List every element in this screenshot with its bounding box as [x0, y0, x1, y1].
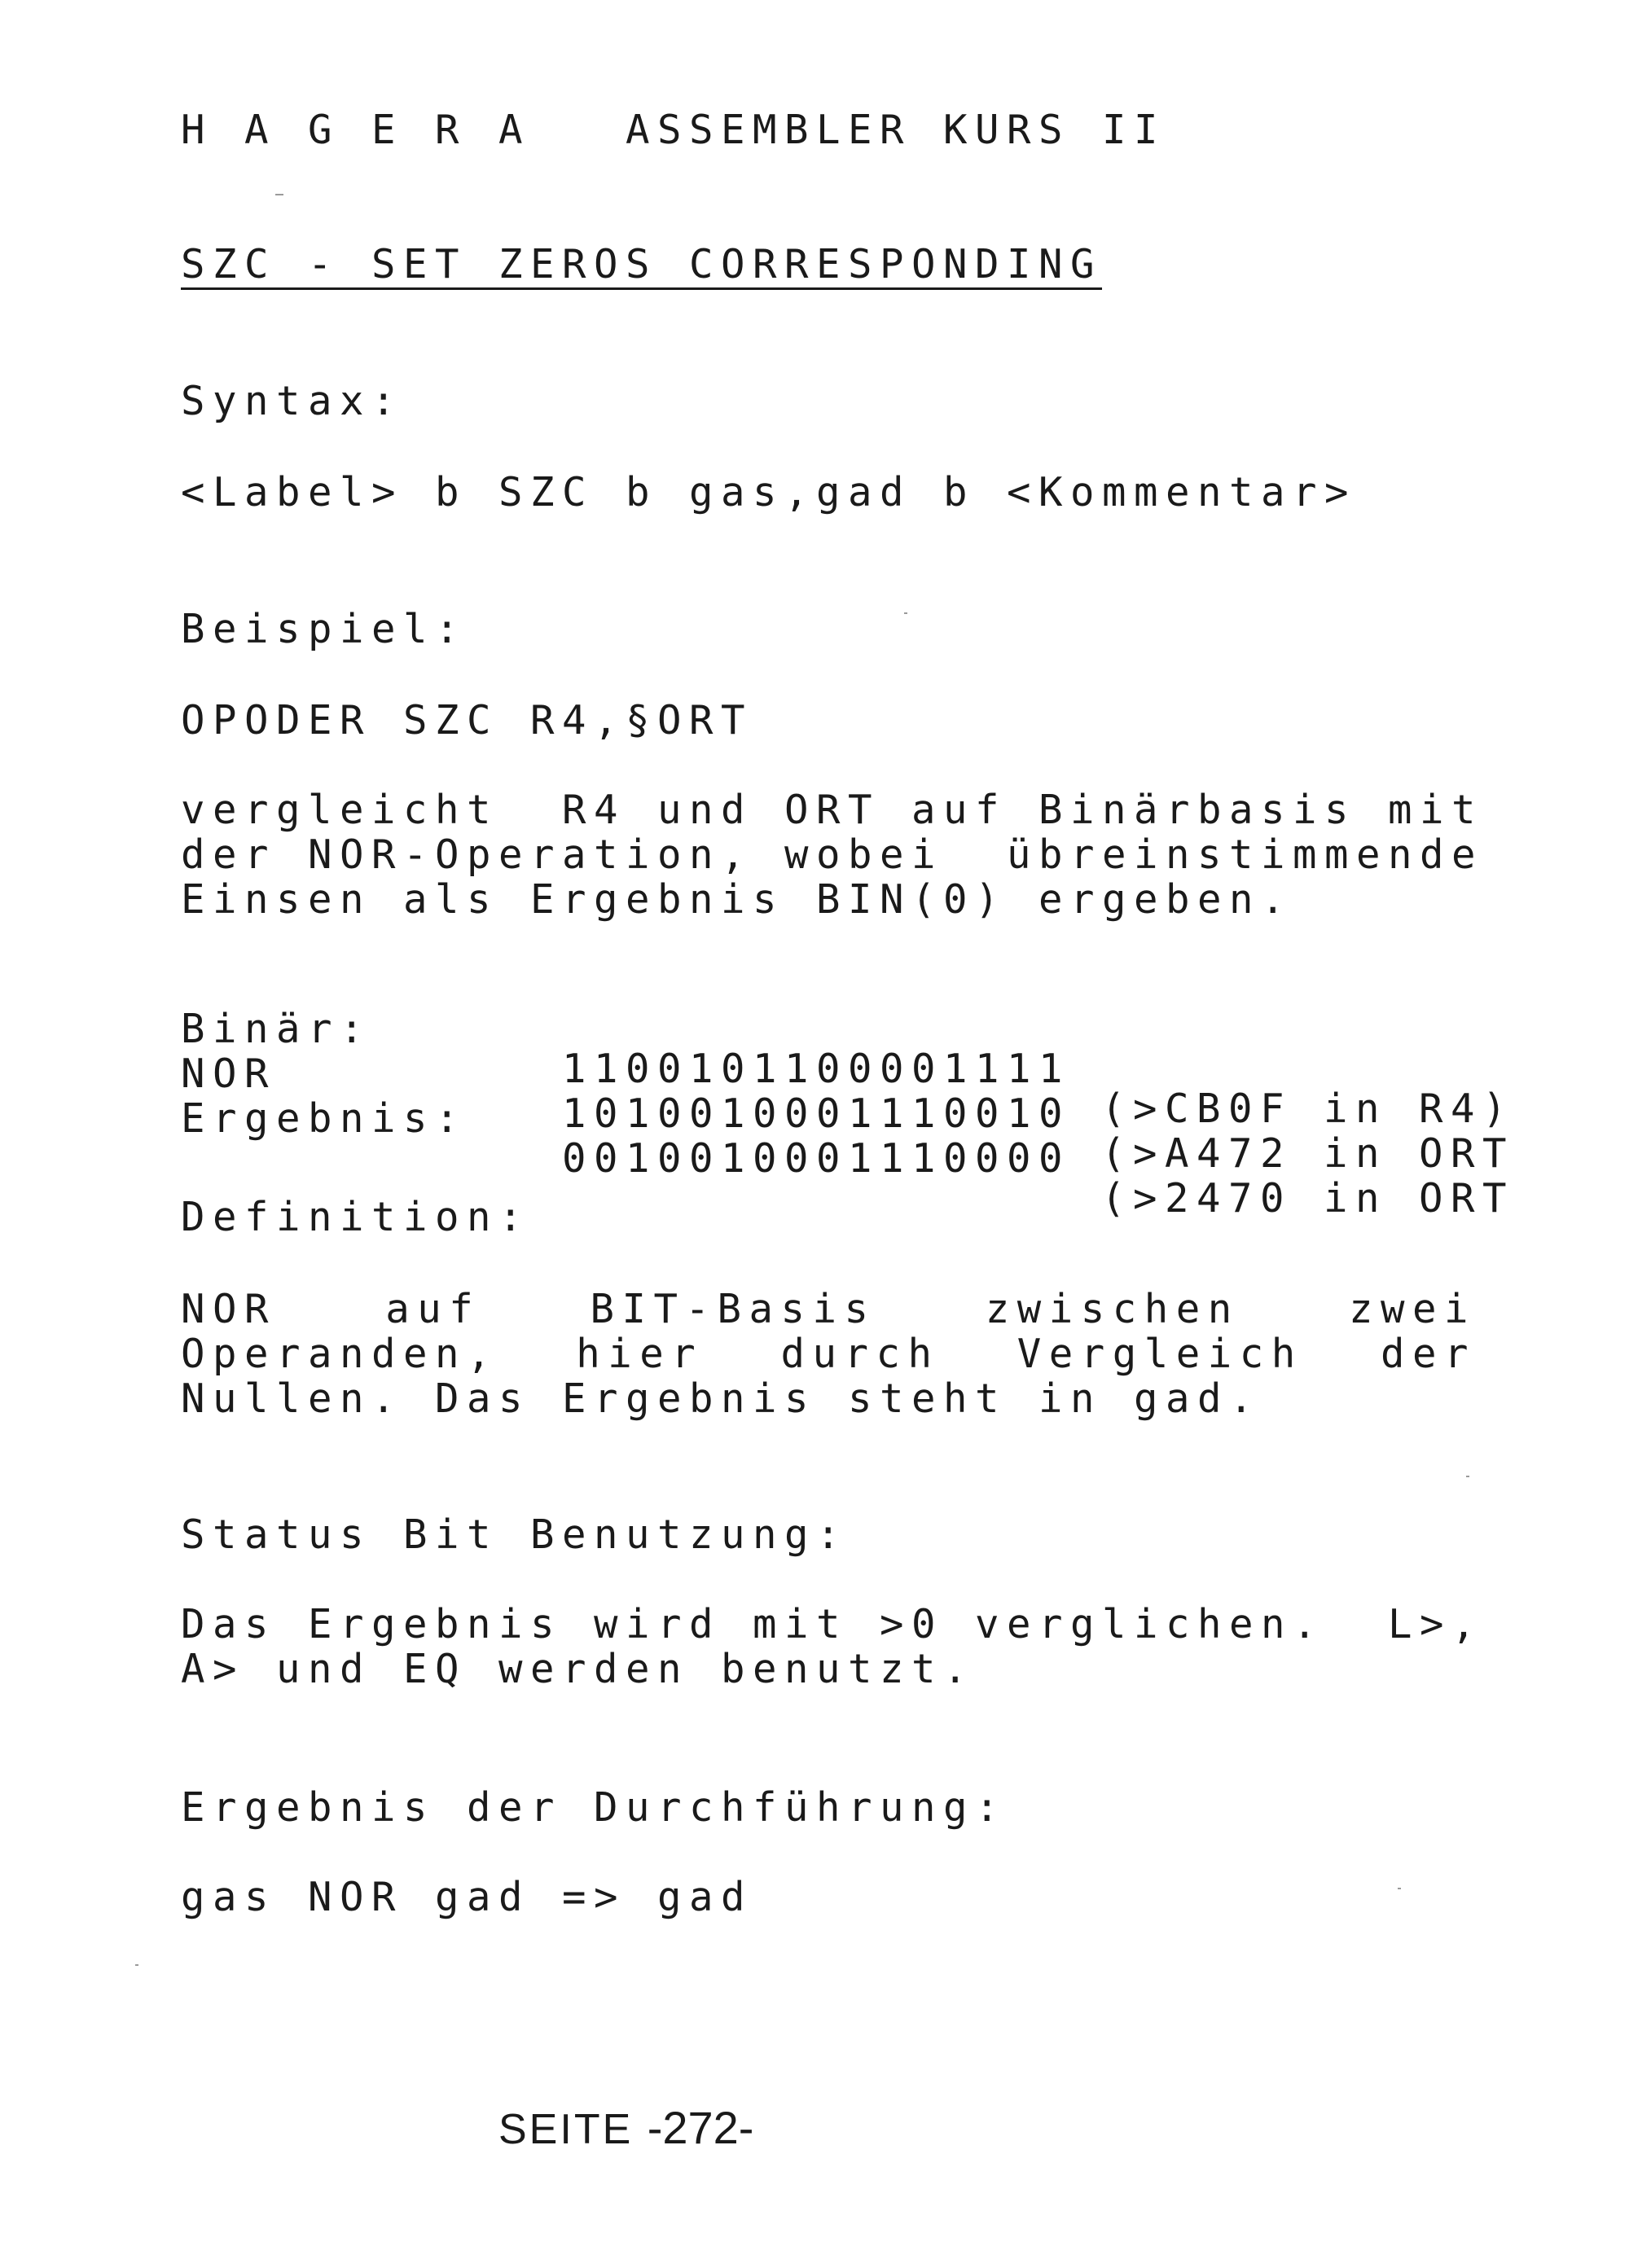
scan-speck: [904, 612, 907, 614]
status-line: A> und EQ werden benutzt.: [181, 1646, 976, 1692]
binary-row-value: 0010010001110000: [562, 1135, 1071, 1182]
section-title: SZC - SET ZEROS CORRESPONDING: [181, 241, 1103, 287]
status-heading: Status Bit Benutzung:: [181, 1511, 849, 1558]
example-description-line: Einsen als Ergebnis BIN(0) ergeben.: [181, 876, 1293, 923]
syntax-heading: Syntax:: [181, 378, 404, 424]
binary-row-label: NOR: [181, 1051, 277, 1097]
binary-row-note: (>2470 in ORT: [1101, 1175, 1515, 1222]
page-label: SEITE: [498, 2106, 648, 2153]
document-title: H A G E R A ASSEMBLER KURS II: [181, 107, 1166, 153]
binary-row-note: (>CB0F in R4): [1101, 1086, 1515, 1132]
binary-row-value: 1100101100001111: [562, 1046, 1071, 1092]
example-description-line: der NOR-Operation, wobei übreinstimmende: [181, 831, 1484, 878]
page-number-value: -272-: [647, 2102, 754, 2153]
definition-heading: Definition:: [181, 1194, 531, 1240]
definition-line: Operanden, hier durch Vergleich der: [181, 1331, 1476, 1377]
binary-row-note: (>A472 in ORT: [1101, 1130, 1515, 1177]
binary-row-label: Ergebnis:: [181, 1095, 468, 1142]
scan-speck: [135, 1964, 138, 1966]
definition-line: Nullen. Das Ergebnis steht in gad.: [181, 1375, 1262, 1422]
binary-row-label: Binär:: [181, 1006, 372, 1052]
definition-line: NOR auf BIT-Basis zwischen zwei: [181, 1286, 1476, 1332]
binary-row-value: 1010010001110010: [562, 1090, 1071, 1137]
syntax-line: <Label> b SZC b gas,gad b <Kommentar>: [181, 469, 1357, 515]
status-line: Das Ergebnis wird mit >0 verglichen. L>,: [181, 1601, 1484, 1647]
scan-speck: [275, 194, 283, 195]
scan-speck: [1398, 1888, 1401, 1889]
result-heading: Ergebnis der Durchführung:: [181, 1784, 1008, 1831]
example-code: OPODER SZC R4,§ORT: [181, 697, 753, 744]
result-line: gas NOR gad => gad: [181, 1874, 753, 1920]
scan-speck: [1466, 1476, 1469, 1477]
page-number: [498, 2102, 754, 2153]
example-description-line: vergleicht R4 und ORT auf Binärbasis mit: [181, 787, 1484, 833]
example-heading: Beispiel:: [181, 606, 468, 652]
